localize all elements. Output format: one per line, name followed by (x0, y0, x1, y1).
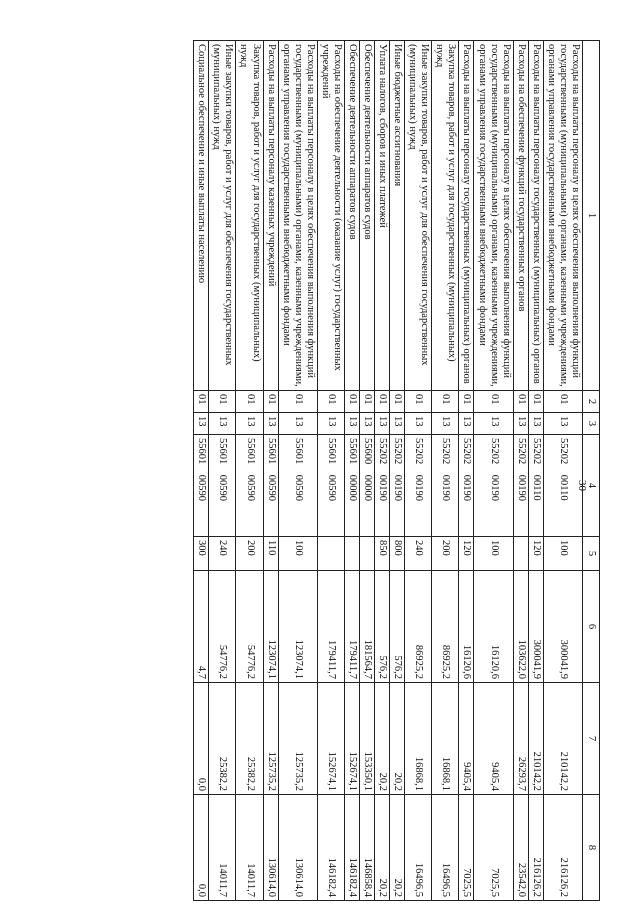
amount-col6-cell: 16120,6 (459, 571, 474, 683)
target-article-part2: 00190 (488, 474, 500, 501)
header-cell: 8 (583, 795, 600, 901)
amount-col7-cell: 0,0 (194, 683, 209, 795)
amount-col7-cell: 9405,4 (459, 683, 474, 795)
amount-col6-cell: 179411,7 (344, 571, 359, 683)
table-row (317, 41, 344, 901)
target-article-cell (344, 435, 359, 537)
row-name-cell: Иные закупки товаров, работ и услуг для обеспечения государственных (муниципальных) нужд (209, 41, 236, 391)
target-article-part2: 00590 (325, 474, 337, 501)
target-article-cell (432, 435, 459, 537)
amount-col6-cell: 54776,2 (236, 571, 263, 683)
section-code-cell: 01 (278, 391, 317, 413)
section-code-cell: 01 (317, 391, 344, 413)
expense-type-cell: 120 (459, 537, 474, 571)
target-article-cell (263, 435, 278, 537)
amount-col8-cell: 130614,0 (263, 795, 278, 901)
target-article-part2: 00590 (217, 474, 229, 501)
amount-col8-cell: 20,2 (390, 795, 405, 901)
subsection-code-cell: 13 (236, 413, 263, 435)
table-row (474, 41, 513, 901)
amount-col7-cell: 153350,1 (360, 683, 375, 795)
subsection-code-cell: 13 (528, 413, 543, 435)
subsection-code-cell: 13 (360, 413, 375, 435)
amount-col8-cell: 146182,4 (317, 795, 344, 901)
expense-type-cell: 800 (390, 537, 405, 571)
spacer (347, 464, 358, 475)
row-name-cell: Расходы на выплаты персоналу в целях обеспечения выполнения функций государственными (муниципальными) органами, казенными учреждениями, органами управления государственными внебюджетными фондами (543, 41, 582, 391)
amount-col6-cell: 103622,0 (513, 571, 528, 683)
target-article-part2: 00590 (265, 474, 277, 501)
amount-col8-cell: 14011,7 (209, 795, 236, 901)
amount-col8-cell: 16496,5 (405, 795, 432, 901)
subsection-code-cell: 13 (432, 413, 459, 435)
amount-col7-cell: 9405,4 (474, 683, 513, 795)
expense-type-cell (317, 537, 344, 571)
section-code-cell: 01 (375, 391, 390, 413)
subsection-code-cell: 13 (459, 413, 474, 435)
spacer (489, 464, 500, 475)
row-name-cell: Расходы на выплаты персоналу государственных (муниципальных) органов (528, 41, 543, 391)
amount-col8-cell: 146858,4 (360, 795, 375, 901)
expense-type-cell: 200 (432, 537, 459, 571)
header-cell: 3 (583, 413, 600, 435)
amount-col7-cell: 25382,2 (236, 683, 263, 795)
section-code-cell: 01 (405, 391, 432, 413)
target-article-part1: 55202 (515, 438, 527, 465)
amount-col6-cell: 300041,9 (543, 571, 582, 683)
target-article-part1: 55202 (488, 438, 500, 465)
spacer (392, 464, 403, 475)
expense-type-cell: 120 (528, 537, 543, 571)
amount-col7-cell: 125735,2 (278, 683, 317, 795)
amount-col8-cell: 146182,4 (344, 795, 359, 901)
target-article-part1: 55601 (217, 438, 229, 465)
target-article-part2: 00590 (292, 474, 304, 501)
target-article-part2: 00110 (557, 474, 569, 501)
target-article-part1: 55202 (530, 438, 542, 465)
target-article-part1: 55600 (362, 438, 374, 465)
amount-col7-cell: 16868,1 (432, 683, 459, 795)
expense-type-cell: 110 (263, 537, 278, 571)
target-article-cell (375, 435, 390, 537)
amount-col7-cell: 26293,7 (513, 683, 528, 795)
section-code-cell: 01 (344, 391, 359, 413)
amount-col6-cell: 179411,7 (317, 571, 344, 683)
target-article-part2: 00590 (196, 474, 208, 501)
target-article-cell (194, 435, 209, 537)
header-cell: 1 (583, 41, 600, 391)
target-article-part2: 00190 (377, 474, 389, 501)
target-article-part2: 00190 (461, 474, 473, 501)
row-name-cell: Обеспечение деятельности аппаратов судов (360, 41, 375, 391)
target-article-cell (278, 435, 317, 537)
target-article-part2: 00190 (440, 474, 452, 501)
amount-col8-cell: 130614,0 (278, 795, 317, 901)
amount-col6-cell: 123074,1 (278, 571, 317, 683)
spacer (196, 464, 207, 475)
spacer (245, 464, 256, 475)
row-name-cell: Расходы на выплаты персоналу в целях обеспечения выполнения функций государственными (муниципальными) органами, казенными учреждениями, органами управления государственными внебюджетными фондами (474, 41, 513, 391)
spacer (462, 464, 473, 475)
target-article-part2: 00190 (392, 474, 404, 501)
spacer (558, 464, 569, 475)
table-row (263, 41, 278, 901)
row-name-cell: Закупка товаров, работ и услуг для государственных (муниципальных) нужд (236, 41, 263, 391)
amount-col7-cell: 125735,2 (263, 683, 278, 795)
target-article-cell (474, 435, 513, 537)
target-article-part1: 55601 (347, 438, 358, 465)
target-article-part1: 55202 (413, 438, 425, 465)
section-code-cell: 01 (528, 391, 543, 413)
section-code-cell: 01 (236, 391, 263, 413)
spacer (377, 464, 388, 475)
table-row (194, 41, 209, 901)
target-article-part1: 55601 (325, 438, 337, 465)
row-name-cell: Уплата налогов, сборов и иных платежей (375, 41, 390, 391)
target-article-part1: 55601 (292, 438, 304, 465)
expense-type-cell (513, 537, 528, 571)
target-article-cell (360, 435, 375, 537)
page-number: 30 (576, 480, 588, 491)
header-cell: 7 (583, 683, 600, 795)
table-row (405, 41, 432, 901)
expense-type-cell: 100 (474, 537, 513, 571)
header-row (583, 41, 600, 901)
amount-col8-cell: 7025,5 (474, 795, 513, 901)
target-article-part1: 55202 (392, 438, 404, 465)
target-article-part1: 55601 (244, 438, 256, 465)
expense-type-cell: 300 (194, 537, 209, 571)
target-article-part2: 00000 (347, 474, 358, 501)
target-article-part1: 55601 (265, 438, 277, 465)
row-name-cell: Иные бюджетные ассигнования (390, 41, 405, 391)
target-article-part1: 55202 (461, 438, 473, 465)
expense-type-cell: 100 (543, 537, 582, 571)
amount-col7-cell: 16868,1 (405, 683, 432, 795)
subsection-code-cell: 13 (344, 413, 359, 435)
spacer (217, 464, 228, 475)
target-article-part2: 00000 (362, 474, 374, 501)
target-article-cell (209, 435, 236, 537)
amount-col6-cell: 576,2 (390, 571, 405, 683)
target-article-part2: 00190 (413, 474, 425, 501)
section-code-cell: 01 (459, 391, 474, 413)
target-article-part1: 55202 (557, 438, 569, 465)
subsection-code-cell: 13 (513, 413, 528, 435)
amount-col7-cell: 20,2 (375, 683, 390, 795)
table-row (375, 41, 390, 901)
spacer (266, 464, 277, 475)
row-name-cell: Закупка товаров, работ и услуг для государственных (муниципальных) нужд (432, 41, 459, 391)
target-article-cell (390, 435, 405, 537)
expense-type-cell: 240 (405, 537, 432, 571)
amount-col6-cell: 300041,9 (528, 571, 543, 683)
target-article-part1: 55202 (440, 438, 452, 465)
amount-col6-cell: 54776,2 (209, 571, 236, 683)
amount-col6-cell: 181564,7 (360, 571, 375, 683)
target-article-cell (459, 435, 474, 537)
amount-col6-cell: 86925,2 (405, 571, 432, 683)
row-name-cell: Расходы на выплаты персоналу казенных учреждений (263, 41, 278, 391)
table-row (344, 41, 359, 901)
table-row (459, 41, 474, 901)
expense-type-cell (344, 537, 359, 571)
section-code-cell: 01 (263, 391, 278, 413)
amount-col8-cell: 7025,5 (459, 795, 474, 901)
expense-type-cell: 850 (375, 537, 390, 571)
amount-col8-cell: 20,2 (375, 795, 390, 901)
section-code-cell: 01 (209, 391, 236, 413)
amount-col8-cell: 14011,7 (236, 795, 263, 901)
subsection-code-cell: 13 (263, 413, 278, 435)
row-name-cell: Социальное обеспечение и иные выплаты населению (194, 41, 209, 391)
section-code-cell: 01 (360, 391, 375, 413)
spacer (516, 464, 527, 475)
section-code-cell: 01 (194, 391, 209, 413)
row-name-cell: Расходы на обеспечение деятельности (оказание услуг) государственных учреждений (317, 41, 344, 391)
spacer (362, 464, 373, 475)
amount-col8-cell: 216126,2 (543, 795, 582, 901)
subsection-code-cell: 13 (209, 413, 236, 435)
expense-type-cell: 240 (209, 537, 236, 571)
amount-col8-cell: 216126,2 (528, 795, 543, 901)
section-code-cell: 01 (513, 391, 528, 413)
subsection-code-cell: 13 (474, 413, 513, 435)
header-cell: 2 (583, 391, 600, 413)
section-code-cell: 01 (432, 391, 459, 413)
row-name-cell: Обеспечение деятельности аппаратов судов (344, 41, 359, 391)
target-article-part1: 55202 (377, 438, 389, 465)
table-row (236, 41, 263, 901)
amount-col7-cell: 25382,2 (209, 683, 236, 795)
amount-col6-cell: 576,2 (375, 571, 390, 683)
table-row (209, 41, 236, 901)
amount-col7-cell: 20,2 (390, 683, 405, 795)
amount-col6-cell: 16120,6 (474, 571, 513, 683)
row-name-cell: Расходы на обеспечение функций государственных органов (513, 41, 528, 391)
subsection-code-cell: 13 (390, 413, 405, 435)
header-cell: 6 (583, 571, 600, 683)
subsection-code-cell: 13 (543, 413, 582, 435)
amount-col7-cell: 152674,1 (317, 683, 344, 795)
row-name-cell: Расходы на выплаты персоналу в целях обеспечения выполнения функций государственными (муниципальными) органами, казенными учреждениями, органами управления государственными внебюджетными фондами (278, 41, 317, 391)
table-row (543, 41, 582, 901)
section-code-cell: 01 (543, 391, 582, 413)
target-article-part2: 00190 (515, 474, 527, 501)
target-article-cell (317, 435, 344, 537)
spacer (293, 464, 304, 475)
expense-type-cell: 200 (236, 537, 263, 571)
target-article-part1: 55601 (196, 438, 208, 465)
section-code-cell: 01 (474, 391, 513, 413)
table-row (360, 41, 375, 901)
amount-col8-cell: 0,0 (194, 795, 209, 901)
expense-type-cell: 100 (278, 537, 317, 571)
subsection-code-cell: 13 (194, 413, 209, 435)
amount-col8-cell: 23542,0 (513, 795, 528, 901)
subsection-code-cell: 13 (317, 413, 344, 435)
rotated-sheet (40, 40, 600, 900)
target-article-cell (405, 435, 432, 537)
row-name-cell: Иные закупки товаров, работ и услуг для обеспечения государственных (муниципальных) нужд (405, 41, 432, 391)
expense-type-cell (360, 537, 375, 571)
spacer (440, 464, 451, 475)
section-code-cell: 01 (390, 391, 405, 413)
target-article-part2: 00110 (530, 474, 542, 501)
spacer (531, 464, 542, 475)
target-article-part2: 00590 (244, 474, 256, 501)
table-row (528, 41, 543, 901)
table-row (432, 41, 459, 901)
spacer (413, 464, 424, 475)
subsection-code-cell: 13 (405, 413, 432, 435)
table-row (513, 41, 528, 901)
row-name-cell: Расходы на выплаты персоналу государственных (муниципальных) органов (459, 41, 474, 391)
amount-col7-cell: 210142,2 (528, 683, 543, 795)
amount-col6-cell: 123074,1 (263, 571, 278, 683)
target-article-cell (543, 435, 582, 537)
budget-table (193, 40, 600, 901)
header-cell: 5 (583, 537, 600, 571)
spacer (326, 464, 337, 475)
target-article-cell (236, 435, 263, 537)
table-row (390, 41, 405, 901)
header-cell: 4 (583, 435, 600, 537)
target-article-cell (528, 435, 543, 537)
target-article-cell (513, 435, 528, 537)
amount-col6-cell: 4,7 (194, 571, 209, 683)
table-row (278, 41, 317, 901)
amount-col7-cell: 210142,2 (543, 683, 582, 795)
subsection-code-cell: 13 (278, 413, 317, 435)
subsection-code-cell: 13 (375, 413, 390, 435)
amount-col8-cell: 16496,5 (432, 795, 459, 901)
amount-col7-cell: 152674,1 (344, 683, 359, 795)
amount-col6-cell: 86925,2 (432, 571, 459, 683)
